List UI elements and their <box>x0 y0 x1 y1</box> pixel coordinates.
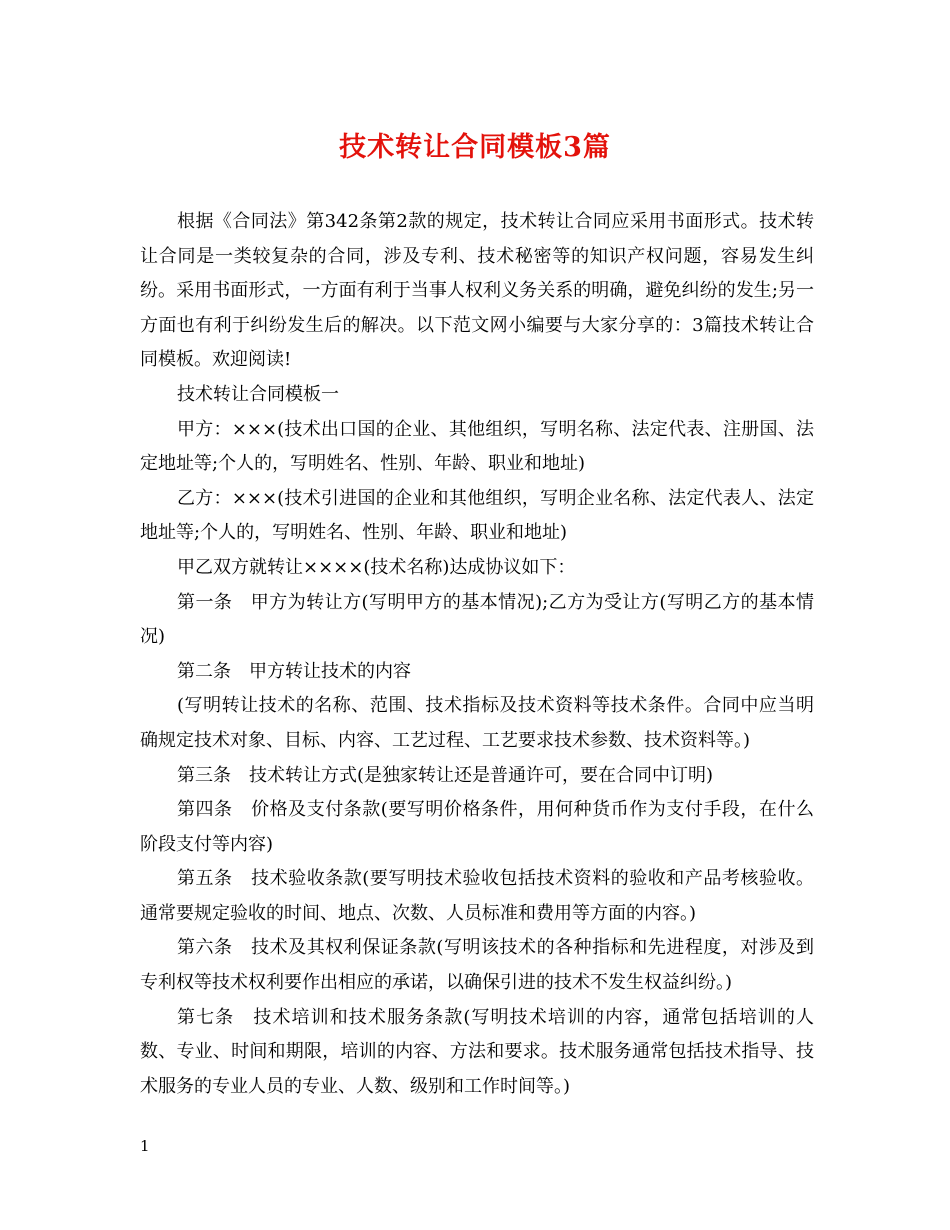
article-1-paragraph: 第一条 甲方为转让方(写明甲方的基本情况);乙方为受让方(写明乙方的基本情况) <box>140 591 814 648</box>
page-number: 1 <box>140 1137 150 1155</box>
article-3-paragraph: 第三条 技术转让方式(是独家转让还是普通许可，要在合同中订明) <box>177 764 714 786</box>
document-title: 技术转让合同模板3篇 <box>339 132 611 163</box>
article-5-paragraph: 第五条 技术验收条款(要写明技术验收包括技术资料的验收和产品考核验收。通常要规定验收的时间、地点、次数、人员标准和费用等方面的内容。) <box>140 868 814 924</box>
party-b-paragraph: 乙方：×××(技术引进国的企业和其他组织，写明企业名称、法定代表人、法定地址等;个人的，写明姓名、性别、年龄、职业和地址) <box>140 487 814 544</box>
intro-paragraph: 根据《合同法》第342条第2款的规定，技术转让合同应采用书面形式。技术转让合同是一类较复杂的合同，涉及专利、技术秘密等的知识产权问题，容易发生纠纷。采用书面形式，一方面有利于当事人权利义务关系的明确，避免纠纷的发生;另一方面也有利于纠纷发生后的解决。以下范文网小编要与大家分享的：3篇技术转让合同模板。欢迎阅读! <box>140 211 814 371</box>
article-4-paragraph: 第四条 价格及支付条款(要写明价格条件，用何种货币作为支付手段，在什么阶段支付等内容) <box>140 799 814 855</box>
document-body <box>140 205 814 1104</box>
article-7-paragraph: 第七条 技术培训和技术服务条款(写明技术培训的内容，通常包括培训的人数、专业、时间和期限，培训的内容、方法和要求。技术服务通常包括技术指导、技术服务的专业人员的专业、人数、级别和工作时间等。) <box>140 1006 814 1097</box>
party-a-paragraph: 甲方：×××(技术出口国的企业、其他组织，写明名称、法定代表、注册国、法定地址等;个人的，写明姓名、性别、年龄、职业和地址) <box>140 418 814 475</box>
template-heading: 技术转让合同模板一 <box>177 383 339 405</box>
article-2-paragraph: 第二条 甲方转让技术的内容 <box>177 660 411 682</box>
article-2-detail-paragraph: (写明转让技术的名称、范围、技术指标及技术资料等技术条件。合同中应当明确规定技术对象、目标、内容、工艺过程、工艺要求技术参数、技术资料等。) <box>140 695 814 751</box>
article-6-paragraph: 第六条 技术及其权利保证条款(写明该技术的各种指标和先进程度，对涉及到专利权等技术权利要作出相应的承诺，以确保引进的技术不发生权益纠纷。) <box>140 937 814 994</box>
agreement-intro-paragraph: 甲乙双方就转让××××(技术名称)达成协议如下： <box>177 556 576 578</box>
